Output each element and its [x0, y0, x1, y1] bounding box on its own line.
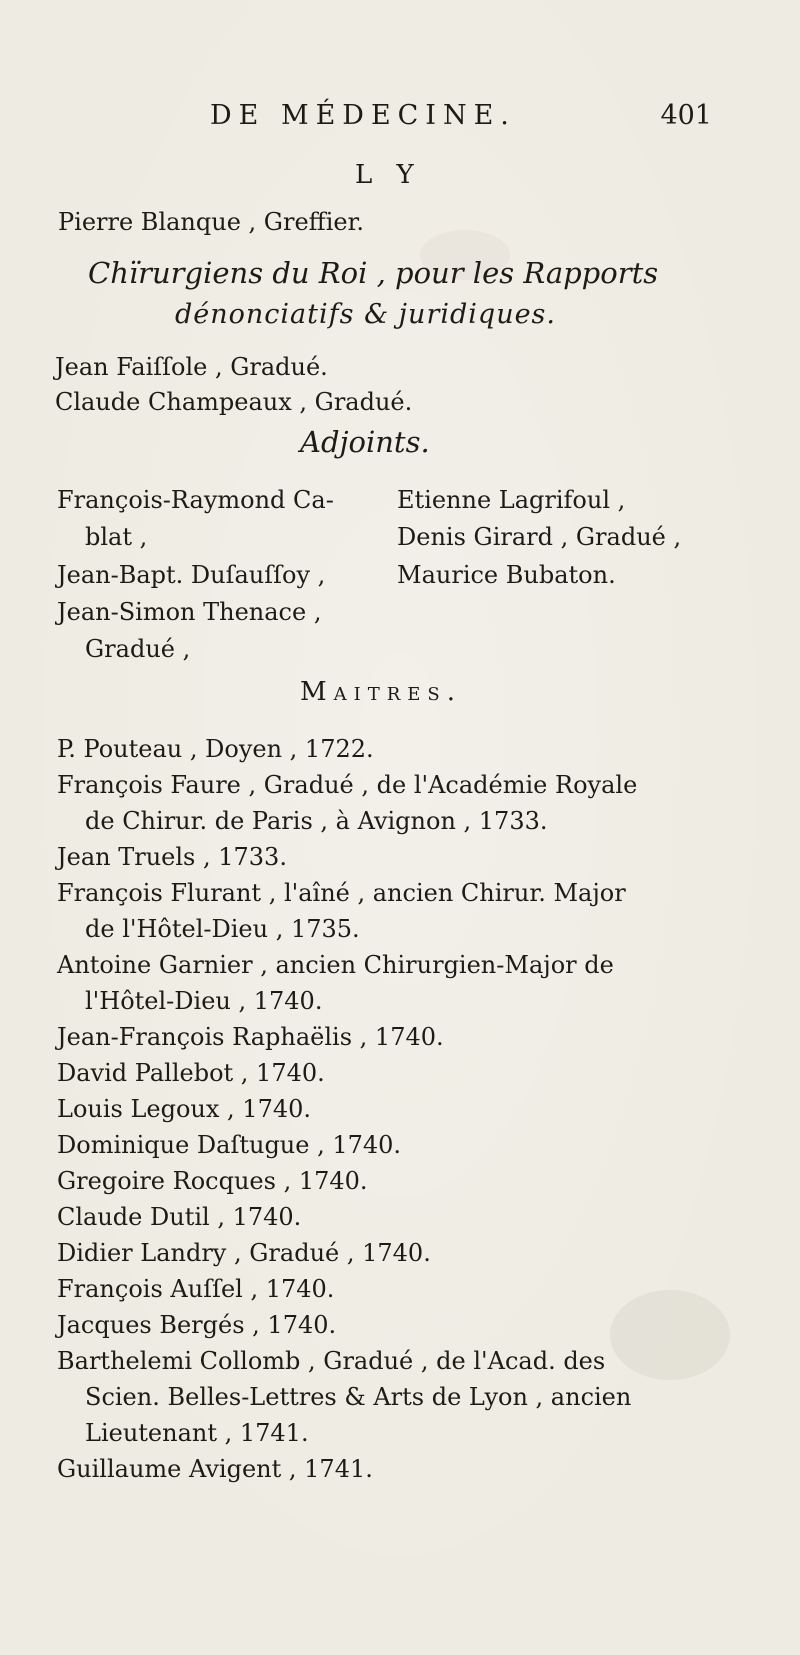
running-head: DE MÉDECINE.	[210, 100, 516, 131]
maitres-title: Maitres.	[300, 677, 463, 707]
adjoint-left: Gradué ,	[85, 635, 191, 663]
maitre-entry: Louis Legoux , 1740.	[57, 1095, 312, 1123]
maitre-entry: Didier Landry , Gradué , 1740.	[57, 1239, 431, 1267]
maitre-entry: Claude Dutil , 1740.	[57, 1203, 302, 1231]
maitre-entry: Jean-François Raphaëlis , 1740.	[57, 1023, 444, 1051]
maitre-entry: Scien. Belles-Lettres & Arts de Lyon , ancien	[85, 1383, 632, 1411]
chirurgiens-subtitle: dénonciatifs & juridiques.	[175, 299, 556, 330]
adjoint-left: blat ,	[85, 523, 148, 551]
adjoint-right: Denis Girard , Gradué ,	[397, 523, 682, 551]
chirurgien-entry: Claude Champeaux , Gradué.	[55, 388, 413, 416]
maitre-entry: de l'Hôtel-Dieu , 1735.	[85, 915, 360, 943]
maitre-entry: de Chirur. de Paris , à Avignon , 1733.	[85, 807, 548, 835]
chirurgien-entry: Jean Faiſſole , Gradué.	[55, 353, 328, 381]
adjoint-left: Jean-Simon Thenace ,	[57, 598, 322, 626]
adjoint-right: Etienne Lagrifoul ,	[397, 486, 626, 514]
maitre-entry: Barthelemi Collomb , Gradué , de l'Acad. des	[57, 1347, 606, 1375]
paper-stain	[610, 1290, 730, 1380]
maitre-entry: Guillaume Avigent , 1741.	[57, 1455, 373, 1483]
maitre-entry: François Flurant , l'aîné , ancien Chirur. Major	[57, 879, 626, 907]
maitre-entry: Gregoire Rocques , 1740.	[57, 1167, 368, 1195]
chirurgiens-title: Chïrurgiens du Roi , pour les Rapports	[88, 256, 659, 290]
maitre-entry: Jean Truels , 1733.	[57, 843, 287, 871]
maitre-entry: Lieutenant , 1741.	[85, 1419, 309, 1447]
adjoint-right: Maurice Bubaton.	[397, 561, 616, 589]
maitre-entry: David Pallebot , 1740.	[57, 1059, 325, 1087]
adjoints-title: Adjoints.	[300, 425, 430, 459]
maitre-entry: l'Hôtel-Dieu , 1740.	[85, 987, 323, 1015]
maitre-entry: Antoine Garnier , ancien Chirurgien-Major de	[57, 951, 614, 979]
adjoint-left: François-Raymond Ca-	[57, 486, 334, 514]
greffier-line: Pierre Blanque , Greffier.	[58, 208, 365, 236]
maitre-entry: Jacques Bergés , 1740.	[57, 1311, 337, 1339]
maitre-entry: Dominique Daſtugue , 1740.	[57, 1131, 402, 1159]
maitre-entry: P. Pouteau , Doyen , 1722.	[57, 735, 374, 763]
adjoint-left: Jean-Bapt. Duſauſſoy ,	[57, 561, 326, 589]
page-header	[210, 100, 730, 140]
maitre-entry: François Faure , Gradué , de l'Académie Royale	[57, 771, 638, 799]
maitre-entry: François Auſſel , 1740.	[57, 1275, 335, 1303]
page-number: 401	[660, 100, 712, 131]
section-heading-ly: L Y	[355, 160, 422, 190]
